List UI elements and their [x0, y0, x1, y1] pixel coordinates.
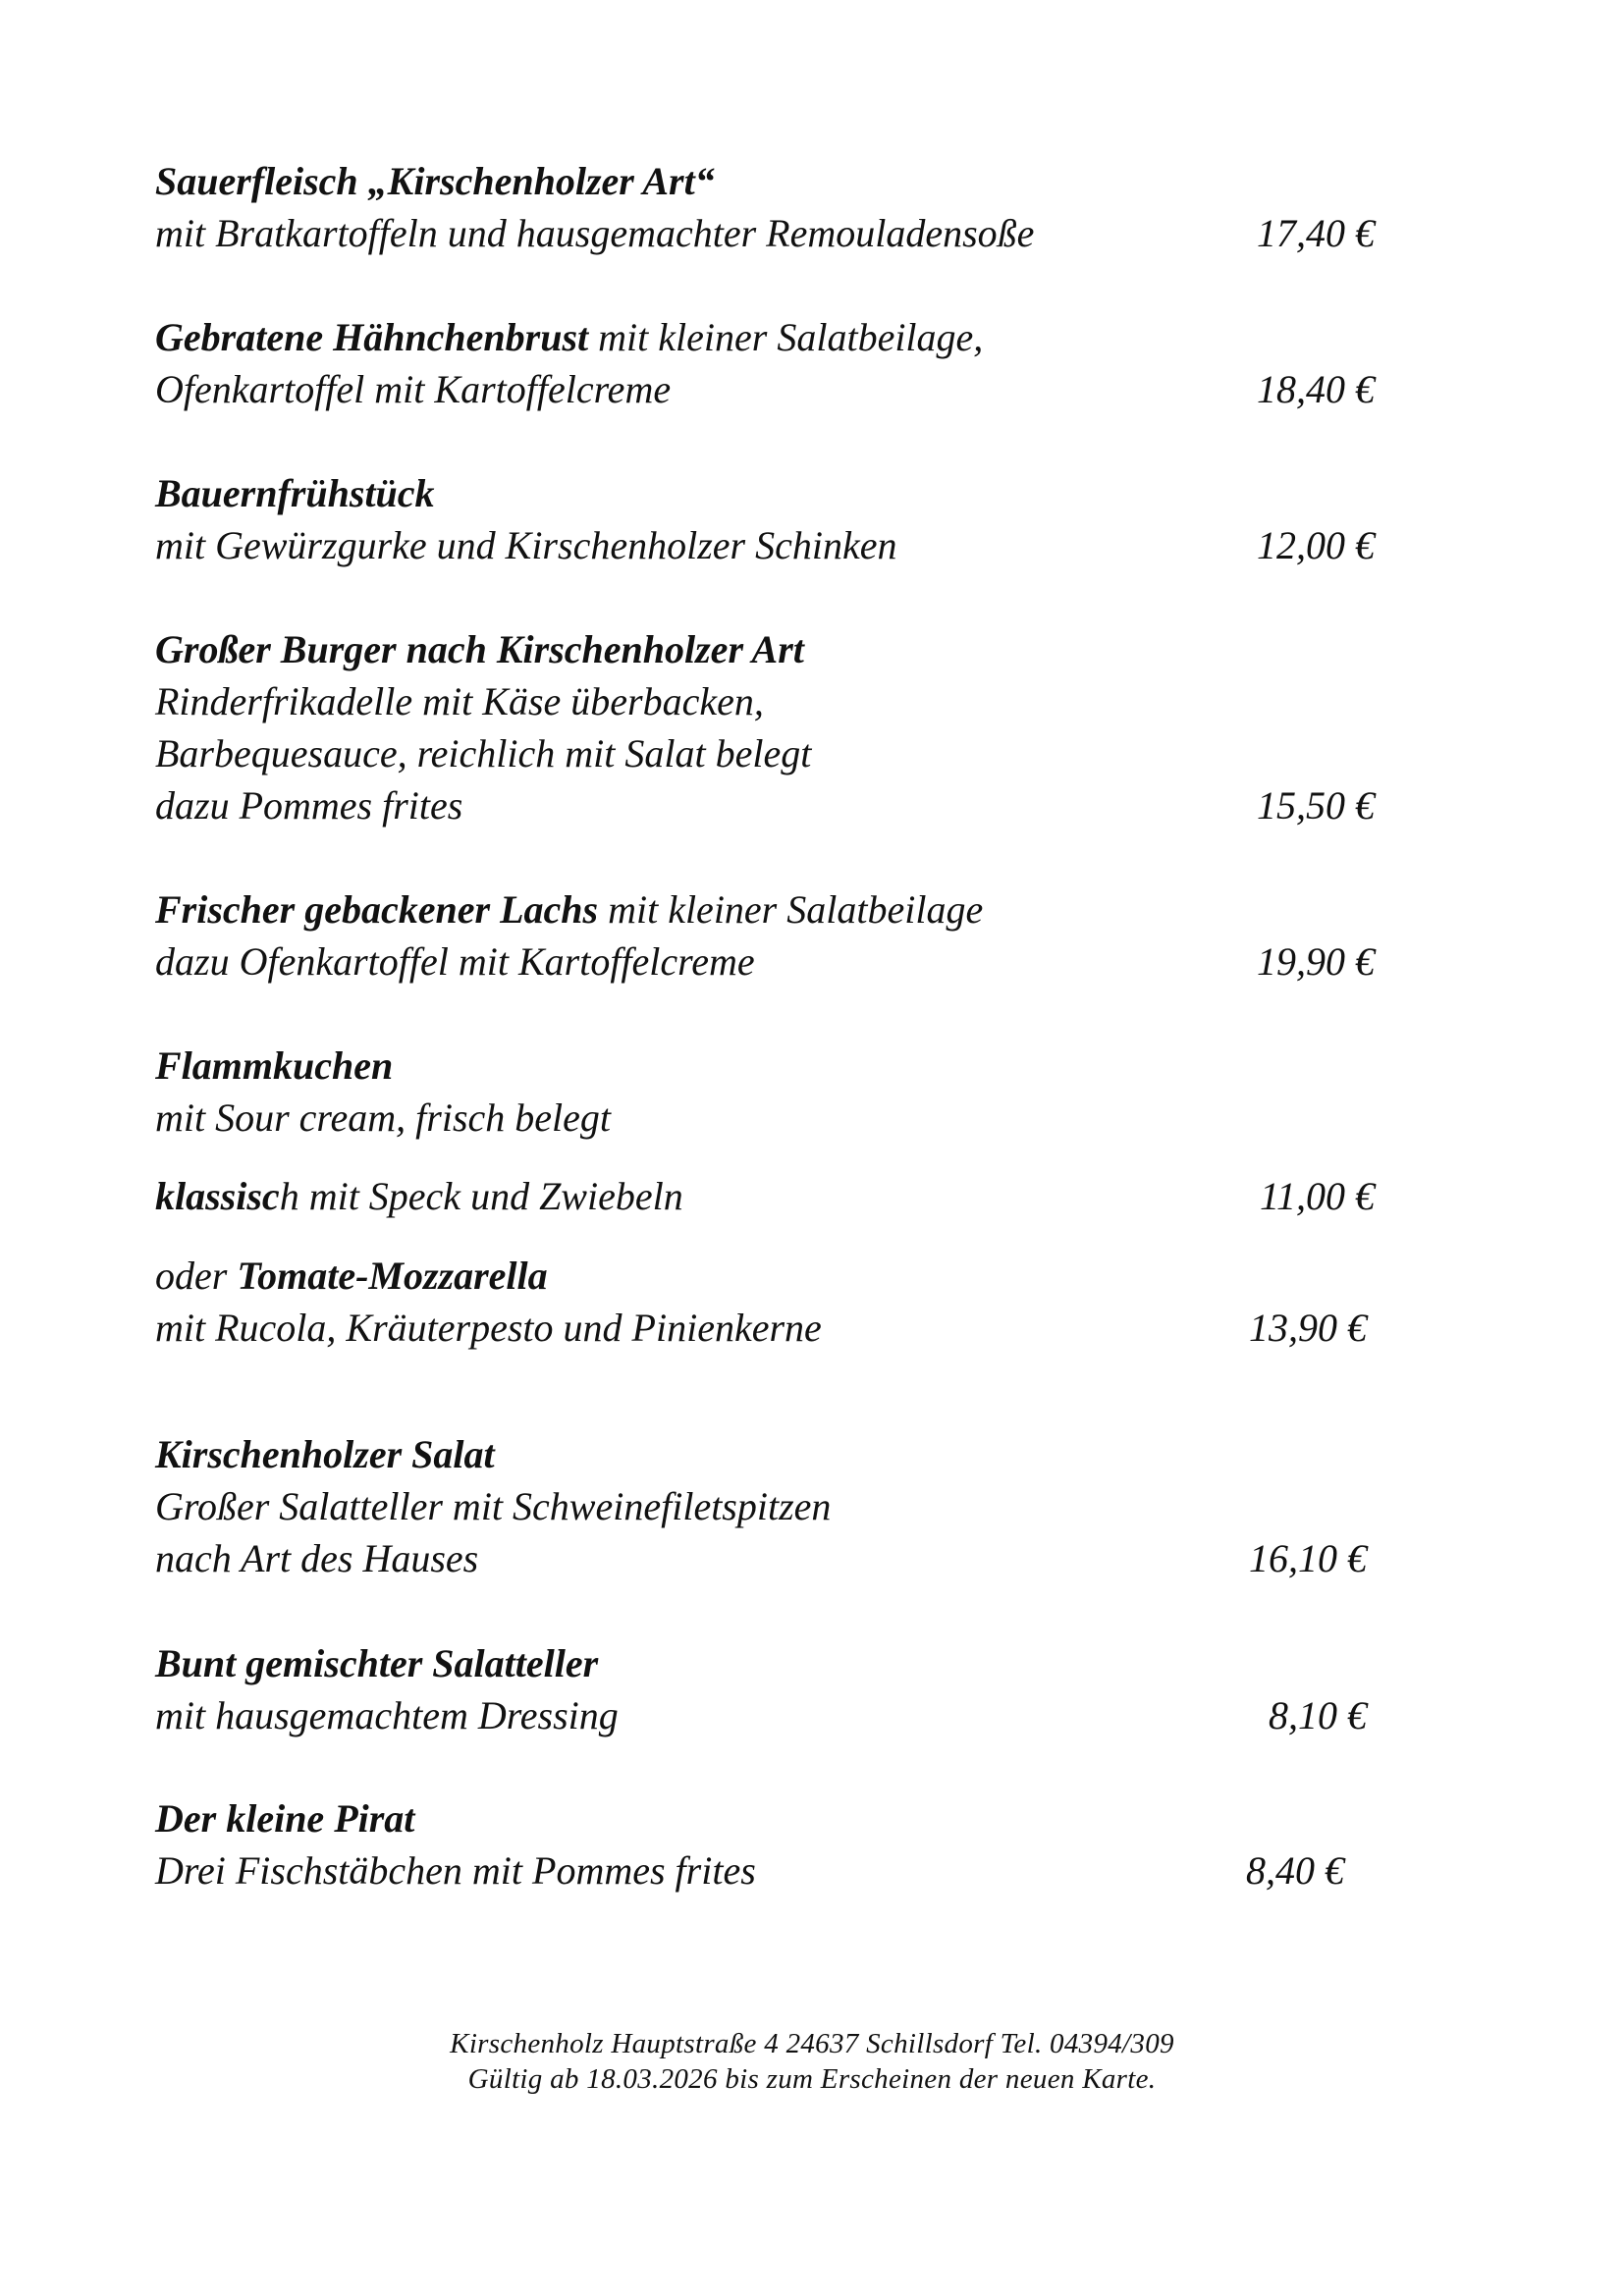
menu-item-title: Frischer gebackener Lachs [155, 887, 599, 932]
menu-item-description: mit Sour cream, frisch belegt [155, 1095, 612, 1140]
footer-validity: Gültig ab 18.03.2026 bis zum Erscheinen der neuen Karte. [467, 2063, 1157, 2095]
menu-item-heading [155, 314, 983, 361]
menu-item-title: Der kleine Pirat [155, 1796, 415, 1841]
menu-item-variant [155, 1253, 548, 1300]
menu-item-description: Drei Fischstäbchen mit Pommes frites [155, 1848, 756, 1893]
menu-item-price: 18,40 € [1257, 367, 1375, 411]
variant-prefix: oder [155, 1254, 238, 1298]
menu-item-description: mit Bratkartoffeln und hausgemachter Remouladensoße [155, 211, 1035, 255]
menu-item-description: Barbequesauce, reichlich mit Salat belegt [155, 731, 812, 775]
menu-item-price: 12,00 € [1257, 523, 1375, 567]
menu-item-description: dazu Pommes frites [155, 783, 463, 828]
menu-item-description: mit Gewürzgurke und Kirschenholzer Schinken [155, 523, 897, 567]
menu-item-title-suffix: mit kleiner Salatbeilage, [588, 315, 984, 359]
menu-item-title: Gebratene Hähnchenbrust [155, 315, 589, 359]
menu-item-title: Flammkuchen [155, 1043, 394, 1088]
menu-item-title: Sauerfleisch „Kirschenholzer Art“ [155, 159, 715, 203]
variant-description: h mit Speck und Zwiebeln [279, 1174, 683, 1218]
menu-item-description: Rinderfrikadelle mit Käse überbacken, [155, 679, 764, 723]
menu-item-title-suffix: mit kleiner Salatbeilage [598, 887, 984, 932]
menu-item-title: Bauernfrühstück [155, 471, 435, 515]
menu-item-variant [155, 1173, 683, 1220]
menu-item-description: mit Rucola, Kräuterpesto und Pinienkerne [155, 1306, 822, 1350]
menu-item-heading [155, 886, 983, 934]
menu-item-description: Großer Salatteller mit Schweinefiletspitzen [155, 1484, 832, 1528]
menu-item-price: 19,90 € [1257, 939, 1375, 984]
menu-item-title: Großer Burger nach Kirschenholzer Art [155, 627, 804, 671]
menu-item-title: Bunt gemischter Salatteller [155, 1641, 599, 1685]
menu-item-description: Ofenkartoffel mit Kartoffelcreme [155, 367, 672, 411]
menu-item-price: 8,40 € [1246, 1848, 1344, 1893]
menu-item-price: 17,40 € [1257, 211, 1375, 255]
variant-name-bold: Tomate-Mozzarella [237, 1254, 548, 1298]
menu-item-price: 13,90 € [1249, 1306, 1367, 1350]
menu-item-price: 16,10 € [1249, 1536, 1367, 1580]
footer-address: Kirschenholz Hauptstraße 4 24637 Schillsdorf Tel. 04394/309 [450, 2028, 1174, 2059]
menu-item-title: Kirschenholzer Salat [155, 1432, 495, 1476]
menu-item-description: mit hausgemachtem Dressing [155, 1693, 619, 1737]
menu-item-price: 11,00 € [1259, 1174, 1375, 1218]
variant-name-bold: klassisc [155, 1174, 280, 1218]
menu-item-description: dazu Ofenkartoffel mit Kartoffelcreme [155, 939, 755, 984]
menu-item-price: 15,50 € [1257, 783, 1375, 828]
menu-item-price: 8,10 € [1269, 1693, 1367, 1737]
menu-item-description: nach Art des Hauses [155, 1536, 479, 1580]
